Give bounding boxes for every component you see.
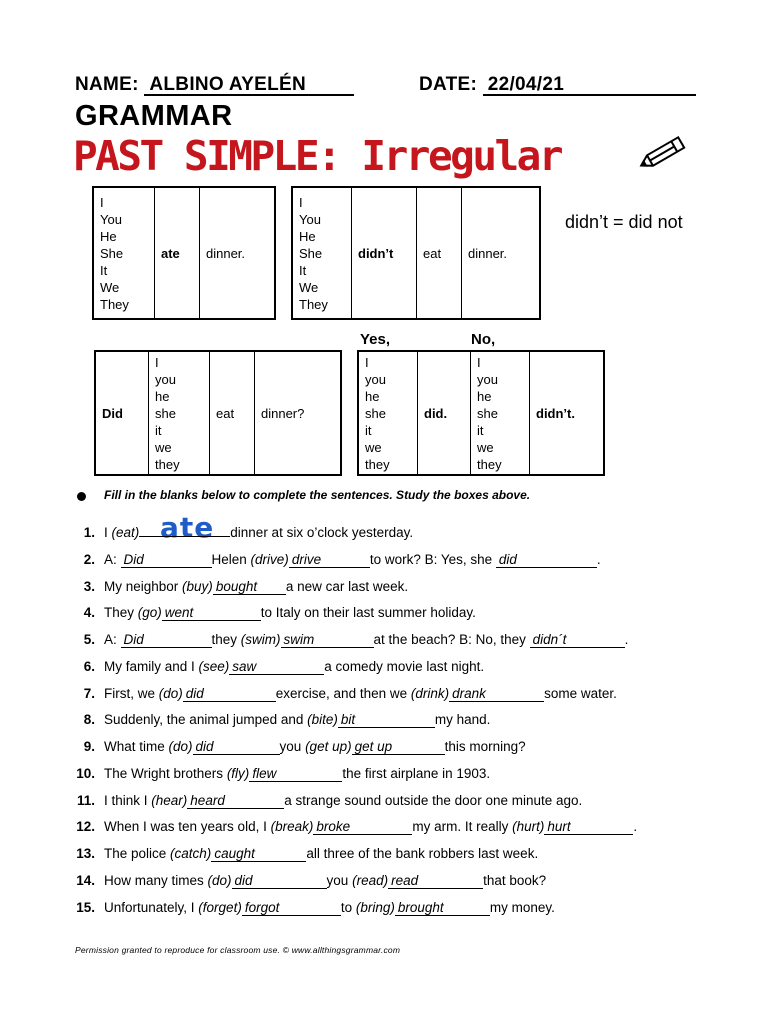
sentence-text: I think I	[104, 792, 152, 808]
exercise-number: 13.	[76, 846, 95, 861]
exercise-sentence	[104, 793, 582, 809]
verb-hint: (do)	[168, 739, 193, 754]
question-verb: eat	[210, 351, 255, 475]
answer-blank: bit	[338, 713, 435, 728]
answer-blank: drive	[289, 553, 370, 568]
sentence-text: My neighbor	[104, 578, 183, 594]
sentence-text: dinner at six o’clock yesterday.	[230, 525, 414, 540]
exercise-number: 3.	[83, 578, 95, 594]
sentence-text: at the beach? B: No, they	[373, 632, 530, 647]
sentence-text: the first airplane in 1903.	[342, 765, 491, 781]
sentence-text: A:	[104, 551, 121, 567]
exercise-number: 14.	[76, 872, 95, 888]
sentence-text: Suddenly, the animal jumped and	[104, 712, 308, 728]
verb-hint: (break)	[270, 819, 314, 835]
didnt-note: didn’t = did not	[565, 212, 683, 232]
answer-blank: went	[162, 606, 261, 621]
sentence-text: .	[596, 551, 601, 567]
sentence-text: a comedy movie last night.	[324, 658, 485, 674]
sentence-text: some water.	[544, 685, 617, 701]
affirmative-object: dinner.	[200, 187, 276, 319]
answer-blank: did	[193, 740, 280, 755]
sentence-text: They	[104, 605, 138, 621]
exercise-number: 2.	[83, 551, 95, 567]
no-aux: didn’t.	[530, 351, 605, 475]
sentence-text: exercise, and then we	[275, 685, 411, 701]
sentence-text: you	[326, 872, 353, 888]
exercise-number: 11.	[76, 792, 95, 808]
date-label: DATE:	[419, 74, 478, 95]
verb-hint: (get up)	[305, 739, 352, 754]
sentence-text: this morning?	[444, 739, 526, 754]
sentence-text: they	[211, 632, 241, 647]
answer-blank: get up	[352, 740, 445, 755]
sentence-text: all three of the bank robbers last week.	[306, 846, 539, 861]
negative-table	[291, 186, 541, 320]
answer-blank: did	[232, 874, 327, 889]
verb-hint: (fly)	[226, 765, 250, 781]
answer-blank: flew	[249, 767, 342, 782]
exercise-number: 7.	[83, 685, 95, 701]
exercise-sentence	[104, 605, 476, 621]
answer-blank	[139, 536, 230, 537]
answer-blank: hurt	[544, 820, 633, 835]
affirmative-table	[92, 186, 276, 320]
sentence-text: I	[104, 525, 112, 540]
no-pronouns: I you he she it we they	[471, 351, 530, 475]
bullet-icon	[77, 492, 86, 501]
verb-hint: (bring)	[355, 899, 395, 915]
question-table	[94, 350, 342, 476]
pencil-icon	[632, 131, 694, 175]
short-answer-table	[357, 350, 605, 476]
sentence-text: First, we	[104, 685, 159, 701]
answer-blank: broke	[313, 820, 412, 835]
exercise-sentence	[104, 632, 628, 648]
sentence-text: Unfortunately, I	[104, 899, 199, 915]
exercise-number: 15.	[76, 899, 95, 915]
sentence-text: my hand.	[434, 712, 491, 728]
exercise-number: 1.	[83, 525, 95, 540]
exercise-number: 9.	[83, 739, 95, 754]
exercise-sentence	[104, 525, 413, 540]
verb-hint: (drive)	[250, 551, 289, 567]
sentence-text: A:	[104, 632, 121, 647]
negative-object: dinner.	[462, 187, 541, 319]
verb-hint: (buy)	[182, 578, 213, 594]
exercise-sentence	[104, 552, 601, 568]
verb-hint: (drink)	[410, 685, 450, 701]
answer-blank: saw	[229, 660, 324, 675]
exercise-number: 12.	[76, 819, 95, 835]
exercise-sentence	[104, 739, 526, 755]
sentence-text: you	[279, 739, 306, 754]
sentence-text: that book?	[483, 872, 547, 888]
sentence-text: my money.	[489, 899, 555, 915]
answer-blank: brought	[395, 901, 490, 916]
exercise-sentence	[104, 712, 490, 728]
affirmative-verb: ate	[155, 187, 200, 319]
sentence-text: a strange sound outside the door one minute ago.	[284, 792, 583, 808]
answer-blank: forgot	[242, 901, 341, 916]
verb-hint: (catch)	[170, 846, 212, 861]
sentence-text: What time	[104, 739, 169, 754]
exercise-sentence	[104, 873, 546, 889]
sentence-text: a new car last week.	[285, 578, 409, 594]
sentence-text: my arm. It really	[412, 819, 513, 835]
exercise-number: 5.	[83, 632, 95, 647]
verb-hint: (forget)	[198, 899, 242, 915]
exercise-sentence	[104, 846, 538, 862]
sentence-text: Helen	[211, 551, 251, 567]
exercise-sentence	[104, 819, 637, 835]
answer-blank: didn´t	[530, 633, 625, 648]
sentence-text: .	[633, 819, 638, 835]
sentence-text: My family and I	[104, 658, 199, 674]
exercise-number: 8.	[83, 712, 95, 728]
exercise-sentence	[104, 686, 617, 702]
exercise-number: 4.	[83, 605, 95, 621]
negative-verb: eat	[417, 187, 462, 319]
sentence-text: to work? B: Yes, she	[369, 551, 496, 567]
answer-blank: did	[496, 553, 597, 568]
verb-hint: (hurt)	[512, 819, 545, 835]
sentence-text: .	[624, 632, 629, 647]
answer-blank: Did	[121, 633, 212, 648]
question-object: dinner?	[255, 351, 342, 475]
page-title: PAST SIMPLE: Irregular	[73, 132, 562, 180]
name-field	[75, 74, 354, 96]
footer: Permission granted to reproduce for classroom use. © www.allthingsgrammar.com	[75, 945, 401, 955]
no-label: No,	[471, 331, 496, 348]
verb-hint: (swim)	[240, 632, 281, 647]
verb-hint: (do)	[158, 685, 183, 701]
answer-blank: heard	[187, 794, 284, 809]
yes-label: Yes,	[360, 331, 391, 348]
affirmative-pronouns: I You He She It We They	[100, 194, 129, 312]
exercise-sentence	[104, 579, 408, 595]
answer-blank: did	[183, 687, 276, 702]
yes-pronouns: I you he she it we they	[365, 354, 390, 472]
answer-blank: caught	[211, 847, 306, 862]
negative-pronouns: I You He She It We They	[299, 194, 328, 312]
verb-hint: (read)	[352, 872, 389, 888]
grammar-heading: GRAMMAR	[75, 100, 233, 132]
sentence-text: The Wright brothers	[104, 765, 227, 781]
sentence-text: The police	[104, 846, 171, 861]
date-value: 22/04/21	[483, 75, 696, 96]
question-aux: Did	[102, 405, 123, 421]
answer-blank: read	[388, 874, 483, 889]
name-value: ALBINO AYELÉN	[144, 75, 354, 96]
negative-aux: didn’t	[352, 187, 417, 319]
exercise-number: 10.	[76, 765, 95, 781]
handwritten-answer: ate	[160, 511, 215, 544]
verb-hint: (do)	[207, 872, 232, 888]
instruction: Fill in the blanks below to complete the sentences. Study the boxes above.	[104, 488, 531, 502]
exercise-sentence	[104, 766, 490, 782]
exercise-sentence	[104, 659, 484, 675]
sentence-text: When I was ten years old, I	[104, 819, 271, 835]
verb-hint: (go)	[137, 605, 162, 621]
yes-aux: did.	[418, 351, 471, 475]
verb-hint: (bite)	[307, 712, 338, 728]
sentence-text: to Italy on their last summer holiday.	[260, 605, 476, 621]
answer-blank: bought	[213, 580, 286, 595]
question-pronouns: I you he she it we they	[149, 351, 210, 475]
answer-blank: drank	[449, 687, 544, 702]
sentence-text: How many times	[104, 872, 208, 888]
verb-hint: (eat)	[111, 525, 140, 540]
name-label: NAME:	[75, 74, 139, 95]
sentence-text: to	[340, 899, 356, 915]
answer-blank: swim	[281, 633, 374, 648]
date-field	[419, 74, 696, 96]
verb-hint: (see)	[198, 658, 230, 674]
verb-hint: (hear)	[151, 792, 188, 808]
answer-blank: Did	[121, 553, 212, 568]
exercise-number: 6.	[83, 658, 95, 674]
exercise-sentence	[104, 900, 555, 916]
